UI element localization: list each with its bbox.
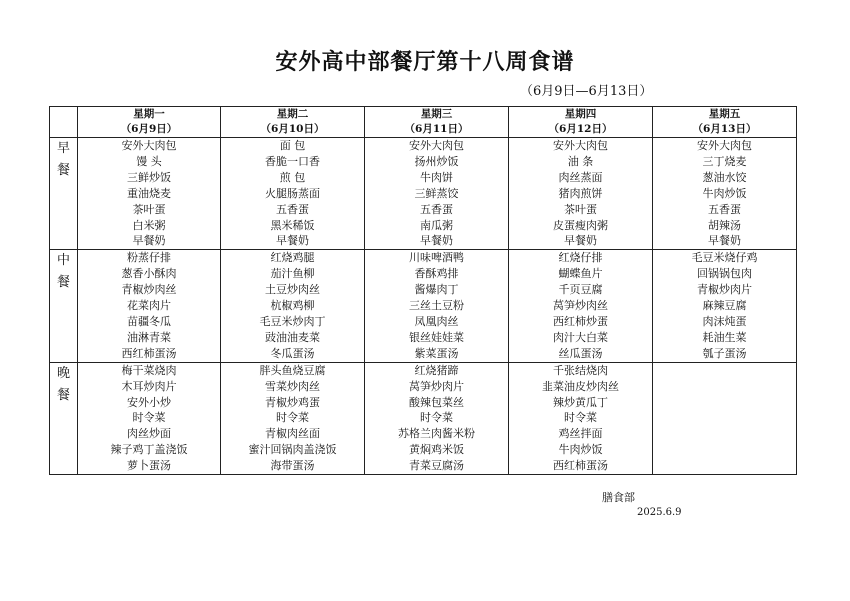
meal-label: 中 餐 (50, 250, 78, 362)
menu-cell (653, 250, 797, 362)
dish-item: 三鲜蒸饺 (414, 186, 459, 200)
dish-item: 辣子鸡丁盖浇饭 (110, 443, 188, 457)
dish-item: 时令菜 (420, 411, 453, 425)
dish-item: 青椒炒肉丝 (121, 283, 177, 297)
dish-item: 千页豆腐 (558, 283, 603, 297)
dish-item: 杭椒鸡柳 (270, 299, 315, 313)
dish-item: 木耳炒肉片 (121, 379, 177, 393)
day-date: （6月13日） (692, 123, 757, 135)
menu-cell (78, 250, 221, 362)
menu-cell (78, 138, 221, 250)
department-signature: 膳食部 (602, 491, 635, 504)
dish-item: 时令菜 (564, 411, 597, 425)
day-date: （6月12日） (548, 123, 613, 135)
meal-label: 早 餐 (50, 138, 78, 250)
dish-item: 西红柿蛋汤 (121, 346, 177, 360)
dish-item: 鸡丝拌面 (558, 427, 603, 441)
dish-item: 安外大肉包 (409, 139, 464, 152)
menu-cell (78, 362, 221, 474)
dish-item: 早餐奶 (564, 234, 597, 248)
menu-cell (365, 362, 509, 474)
dish-item: 丝瓜蛋汤 (558, 346, 603, 360)
dish-item: 胡辣汤 (708, 218, 741, 232)
menu-cell (365, 250, 509, 362)
dish-item: 凤凰肉丝 (414, 314, 459, 328)
dish-item: 火腿肠蒸面 (265, 186, 320, 200)
dish-item: 葱油水饺 (702, 170, 747, 184)
dish-item: 瓠子蛋汤 (702, 346, 747, 360)
dish-item: 豉油油麦菜 (265, 330, 320, 344)
header-row (50, 107, 797, 138)
dish-item: 耗油生菜 (702, 330, 747, 344)
dish-item: 猪肉煎饼 (558, 186, 603, 200)
day-header (78, 107, 221, 138)
dish-item: 五香蛋 (708, 202, 741, 216)
dish-item: 苏格兰肉酱米粉 (398, 427, 475, 441)
dish-item: 青椒炒肉片 (697, 283, 752, 297)
dish-item: 早餐奶 (708, 234, 741, 248)
menu-cell (365, 138, 509, 250)
dish-item: 酱爆肉丁 (414, 283, 459, 297)
dish-item: 早餐奶 (132, 234, 166, 248)
dish-item: 肉丝蒸面 (558, 170, 603, 184)
dish-item: 回锅锅包肉 (697, 267, 752, 281)
dish-item: 扬州炒饭 (414, 154, 459, 168)
dish-item: 毛豆米炒肉丁 (259, 314, 326, 328)
dish-item: 胖头鱼烧豆腐 (259, 363, 326, 377)
menu-cell (509, 250, 653, 362)
dish-item: 莴笋炒肉丝 (553, 299, 608, 313)
dish-item: 韭菜油皮炒肉丝 (542, 379, 619, 393)
dish-item: 香脆一口香 (265, 154, 320, 168)
dish-item: 油淋青菜 (127, 330, 171, 344)
dish-item: 西红柿蛋汤 (553, 459, 608, 473)
dish-item: 莴笋炒肉片 (409, 379, 464, 393)
dish-item: 牛肉炒饭 (702, 186, 747, 200)
day-header (653, 107, 797, 138)
dish-item: 雪菜炒肉丝 (265, 379, 320, 393)
dish-item: 三丝土豆粉 (409, 299, 464, 313)
dish-item: 红烧猪蹄 (414, 363, 459, 377)
day-name: 星期四 (564, 108, 597, 120)
dish-item: 茶叶蛋 (564, 202, 597, 216)
dish-item: 酸辣包菜丝 (409, 395, 464, 409)
day-name: 星期二 (276, 108, 309, 120)
dish-item: 五香蛋 (420, 202, 453, 216)
menu-cell (509, 138, 653, 250)
dish-item: 油 条 (567, 154, 594, 168)
dish-item: 梅干菜烧肉 (121, 363, 177, 377)
dish-item: 土豆炒肉丝 (265, 283, 320, 297)
menu-table (49, 106, 797, 475)
dish-item: 粉蒸仔排 (127, 251, 171, 265)
dish-item: 南瓜粥 (420, 218, 453, 232)
issue-date: 2025.6.9 (637, 507, 682, 518)
dish-item: 紫菜蛋汤 (414, 346, 459, 360)
dish-item: 千张结烧肉 (553, 363, 608, 377)
dish-item: 茶叶蛋 (132, 202, 166, 216)
dish-item: 白米粥 (132, 218, 166, 232)
dish-item: 三鲜炒饭 (127, 170, 171, 184)
dish-item: 安外大肉包 (697, 139, 752, 152)
meal-row (50, 362, 797, 474)
dish-item: 川味啤酒鸭 (409, 251, 464, 265)
meal-label: 晚 餐 (50, 362, 78, 474)
day-name: 星期三 (420, 108, 453, 120)
day-date: （6月9日） (120, 123, 178, 135)
dish-item: 五香蛋 (276, 202, 309, 216)
dish-item: 西红柿炒蛋 (553, 314, 608, 328)
dish-item: 青菜豆腐汤 (409, 459, 464, 473)
dish-item: 黑米稀饭 (270, 218, 315, 232)
dish-item: 时令菜 (276, 411, 309, 425)
dish-item: 安外小炒 (127, 395, 171, 409)
meal-row (50, 138, 797, 250)
dish-item: 黄焖鸡米饭 (409, 443, 464, 457)
dish-item: 海带蛋汤 (270, 459, 315, 473)
menu-cell (509, 362, 653, 474)
menu-cell (221, 250, 365, 362)
dish-item: 肉沫炖蛋 (702, 314, 747, 328)
day-name: 星期一 (133, 108, 165, 120)
dish-item: 红烧鸡腿 (270, 251, 315, 265)
dish-item: 三丁烧麦 (702, 154, 747, 168)
dish-item: 面 包 (279, 139, 306, 152)
dish-item: 蜜汁回锅肉盖浇饭 (248, 443, 337, 457)
dish-item: 香酥鸡排 (414, 267, 459, 281)
dish-item: 煎 包 (279, 170, 306, 184)
dish-item: 早餐奶 (276, 234, 309, 248)
dish-item: 苗疆冬瓜 (127, 314, 171, 328)
dish-item: 时令菜 (132, 411, 166, 425)
dish-item: 蝴蝶鱼片 (558, 267, 603, 281)
dish-item: 红烧仔排 (558, 251, 603, 265)
day-name: 星期五 (708, 108, 741, 120)
dish-item: 毛豆米烧仔鸡 (691, 251, 758, 265)
day-date: （6月10日） (260, 123, 325, 135)
dish-item: 花菜肉片 (127, 299, 171, 313)
page-title: 安外高中部餐厅第十八周食谱 (275, 50, 575, 75)
dish-item: 牛肉饼 (420, 170, 453, 184)
dish-item: 馒 头 (136, 154, 162, 168)
dish-item: 青椒肉丝面 (265, 427, 320, 441)
dish-item: 安外大肉包 (121, 139, 177, 152)
dish-item: 肉汁大白菜 (553, 330, 608, 344)
corner-cell (50, 107, 78, 138)
menu-cell (653, 362, 797, 474)
menu-cell (221, 138, 365, 250)
day-header (221, 107, 365, 138)
dish-item: 辣炒黄瓜丁 (553, 395, 608, 409)
dish-item: 牛肉炒饭 (558, 443, 603, 457)
meal-row (50, 250, 797, 362)
dish-item: 麻辣豆腐 (702, 299, 747, 313)
dish-item: 葱香小酥肉 (121, 267, 177, 281)
dish-item: 皮蛋瘦肉粥 (553, 218, 608, 232)
menu-cell (653, 138, 797, 250)
dish-item: 萝卜蛋汤 (127, 459, 171, 473)
dish-item: 重油烧麦 (127, 186, 171, 200)
dish-item: 青椒炒鸡蛋 (265, 395, 320, 409)
dish-item: 茄汁鱼柳 (270, 267, 315, 281)
dish-item: 早餐奶 (420, 234, 453, 248)
menu-cell (221, 362, 365, 474)
day-header (509, 107, 653, 138)
day-date: （6月11日） (404, 123, 469, 135)
dish-item: 肉丝炒面 (127, 427, 171, 441)
day-header (365, 107, 509, 138)
dish-item: 安外大肉包 (553, 139, 608, 152)
dish-item: 银丝娃娃菜 (409, 330, 464, 344)
dish-item: 冬瓜蛋汤 (270, 346, 315, 360)
date-range: （6月9日—6月13日） (520, 84, 653, 99)
